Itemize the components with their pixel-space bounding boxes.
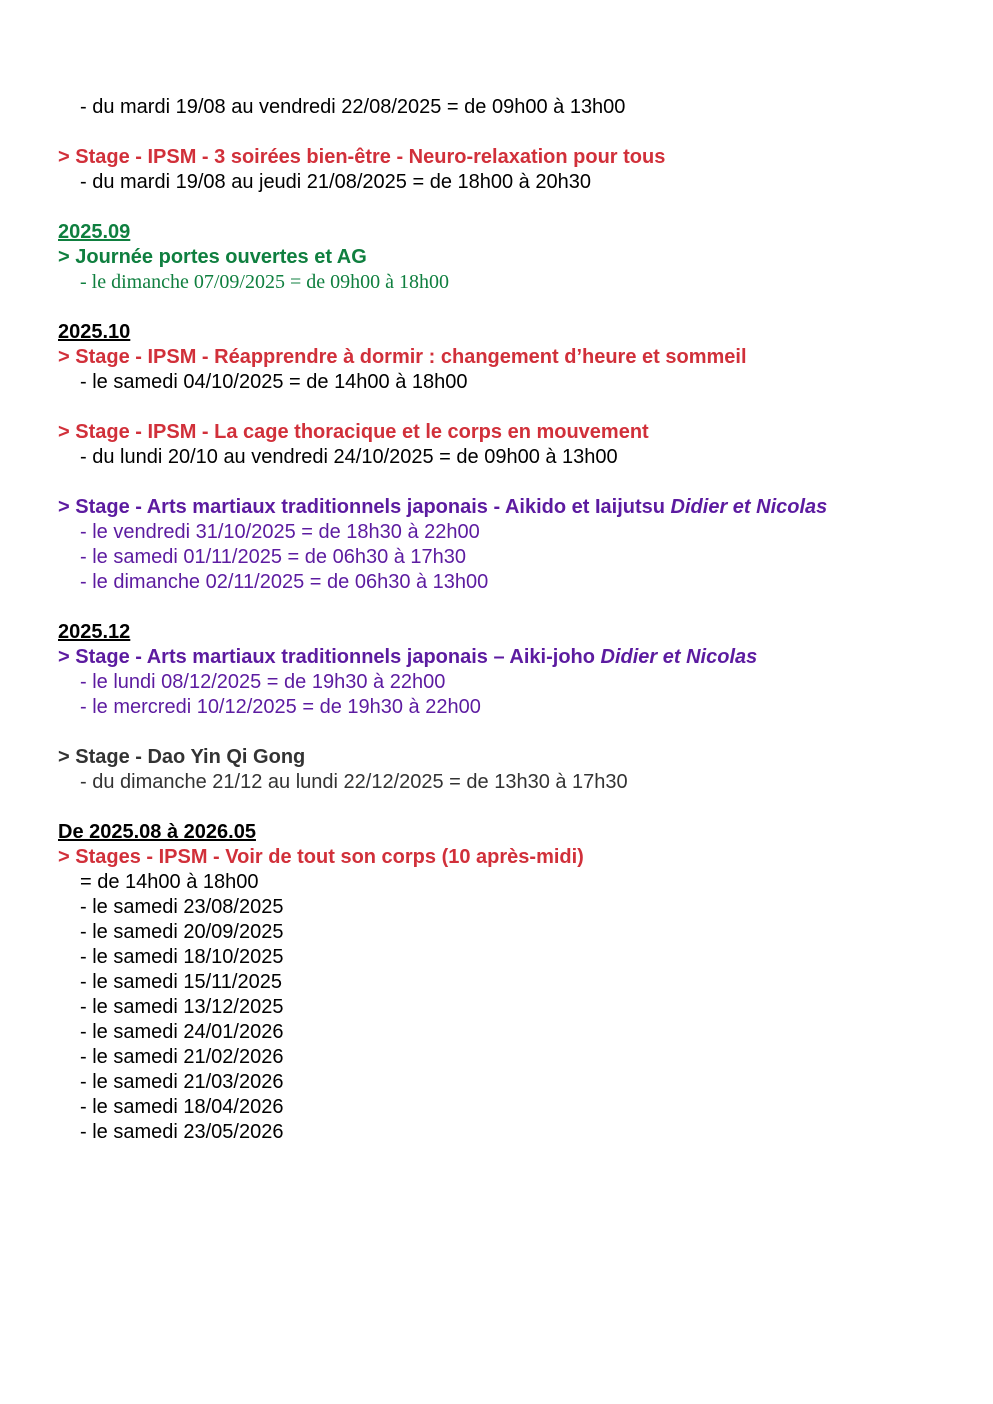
event-title-aiki-joho (58, 645, 958, 670)
spacer (58, 395, 958, 420)
event-date-line: - le samedi 21/03/2026 (80, 1071, 284, 1093)
event-date-line: - le samedi 23/08/2025 (80, 896, 284, 918)
event-date-line: - du lundi 20/10 au vendredi 24/10/2025 = de 09h00 à 13h00 (80, 446, 618, 468)
spacer (58, 595, 958, 620)
event-date-line: - le mercredi 10/12/2025 = de 19h30 à 22h00 (80, 696, 481, 718)
event-date-line: - le samedi 15/11/2025 (80, 971, 282, 993)
event-title-portes-ouvertes: > Journée portes ouvertes et AG (58, 246, 367, 268)
event-title-text: > Stage - Arts martiaux traditionnels japonais – Aiki-joho (58, 646, 595, 668)
event-date-line: - le vendredi 31/10/2025 = de 18h30 à 22h00 (80, 521, 480, 543)
event-date-line: - le samedi 18/10/2025 (80, 946, 284, 968)
event-date-line: - le dimanche 02/11/2025 = de 06h30 à 13h00 (80, 571, 489, 593)
event-title-voir-de-tout-son-corps: > Stages - IPSM - Voir de tout son corps (10 après-midi) (58, 846, 584, 868)
event-hours-line: = de 14h00 à 18h00 (80, 871, 259, 893)
event-title-cage-thoracique: > Stage - IPSM - La cage thoracique et le corps en mouvement (58, 421, 649, 443)
event-date-line: - du dimanche 21/12 au lundi 22/12/2025 = de 13h30 à 17h30 (80, 771, 628, 793)
spacer (58, 720, 958, 745)
event-date-line: - le samedi 23/05/2026 (80, 1121, 284, 1143)
spacer (58, 470, 958, 495)
event-title-reapprendre-a-dormir: > Stage - IPSM - Réapprendre à dormir : changement d’heure et sommeil (58, 346, 747, 368)
event-date-line: - le samedi 04/10/2025 = de 14h00 à 18h00 (80, 371, 468, 393)
spacer (58, 795, 958, 820)
event-title-dao-yin-qi-gong: > Stage - Dao Yin Qi Gong (58, 746, 306, 768)
event-date-line: - le samedi 20/09/2025 (80, 921, 284, 943)
event-date-line: - le dimanche 07/09/2025 = de 09h00 à 18h00 (80, 271, 449, 293)
month-heading-2025-10: 2025.10 (58, 321, 131, 343)
event-title-neuro-relaxation: > Stage - IPSM - 3 soirées bien-être - Neuro-relaxation pour tous (58, 146, 666, 168)
event-teachers: Didier et Nicolas (600, 646, 758, 668)
spacer (58, 195, 958, 220)
event-date-line: - le samedi 18/04/2026 (80, 1096, 284, 1118)
event-date-line: - le samedi 21/02/2026 (80, 1046, 284, 1068)
event-date-line: - le lundi 08/12/2025 = de 19h30 à 22h00 (80, 671, 446, 693)
month-heading-2025-12: 2025.12 (58, 621, 131, 643)
season-heading: De 2025.08 à 2026.05 (58, 821, 256, 843)
event-date-line: - du mardi 19/08 au jeudi 21/08/2025 = de 18h00 à 20h30 (80, 171, 591, 193)
schedule-document (58, 95, 958, 1145)
spacer (58, 295, 958, 320)
event-teachers: Didier et Nicolas (670, 496, 828, 518)
event-title-text: > Stage - Arts martiaux traditionnels japonais - Aikido et Iaijutsu (58, 496, 665, 518)
event-date-line: - le samedi 24/01/2026 (80, 1021, 284, 1043)
event-date-line: - le samedi 01/11/2025 = de 06h30 à 17h30 (80, 546, 467, 568)
intro-date-line: - du mardi 19/08 au vendredi 22/08/2025 = de 09h00 à 13h00 (80, 96, 626, 118)
event-date-line: - le samedi 13/12/2025 (80, 996, 284, 1018)
spacer (58, 120, 958, 145)
event-title-aikido-iaijutsu (58, 495, 958, 520)
month-heading-2025-09: 2025.09 (58, 221, 131, 243)
